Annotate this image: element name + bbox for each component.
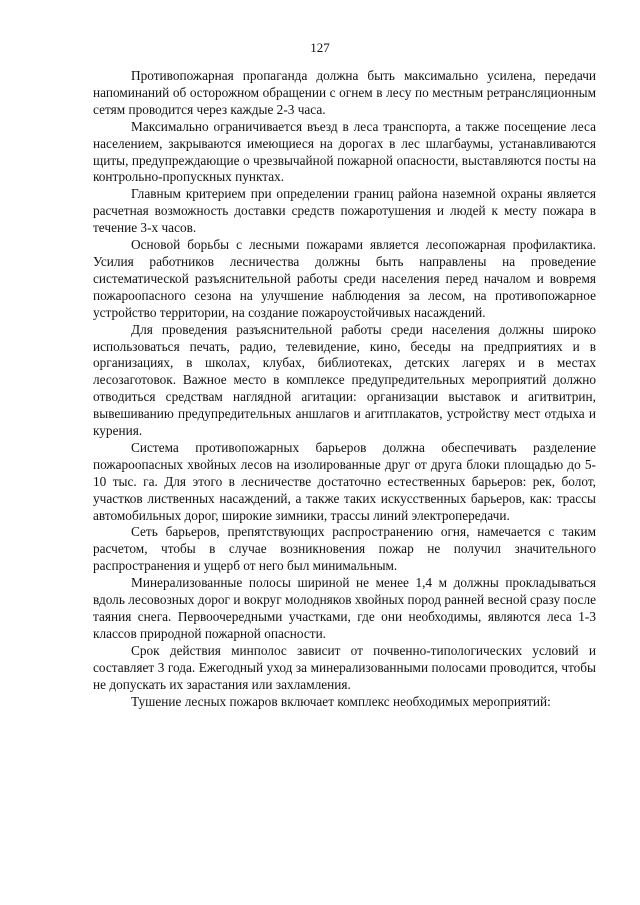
paragraph-firefighting-measures: Тушение лесных пожаров включает комплекс необходимых мероприятий: [131,693,551,709]
paragraph-barrier-network: Сеть барьеров, препятствующих распространению огня, намечается с таким расчетом, чтобы в случае возникновения пожар не получил значительного распространения и ущерб от него был минимальным. [93,524,596,574]
paragraph-access-restriction: Максимально ограничивается въезд в леса транспорта, а также посещение леса населением, закрываются имеющиеся на дорогах в лес шлагбаумы, устанавливаются щиты, предупреждающие о чрезвычайной пожарной опасности, выставляются посты на контрольно-пропускных пунктах. [93,118,596,185]
paragraph-propaganda: Противопожарная пропаганда должна быть максимально усилена, передачи напоминаний об осторожном обращении с огнем в лесу по местным ретрансляционным сетям проводится через каждые 2-3 часа. [93,68,596,117]
paragraph-strip-maintenance: Срок действия минполос зависит от почвенно-типологических условий и составляет 3 года. Ежегодный уход за минерализованными полосами проводится, чтобы не допускать их зарастания или захламления. [93,642,596,692]
paragraph-fire-barriers: Система противопожарных барьеров должна обеспечивать разделение пожароопасных хвойных лесов на изолированные друг от друга блоки площадью до 5-10 тыс. га. Для этого в лесничестве достаточно естественных барьеров: рек, болот, участков лиственных насаждений, а также таких искусственных барьеров, как: трассы автомобильных дорог, широкие зимники, трассы линий электропередачи. [93,439,596,523]
paragraph-mineralized-strips: Минерализованные полосы шириной не менее 1,4 м должны прокладываться вдоль лесовозных дорог и вокруг молодняков хвойных пород ранней весной сразу после таяния снега. Первоочередными участками, где они необходимы, являются леса 1-3 классов природной пожарной опасности. [93,575,596,641]
paragraph-outreach-work: Для проведения разъяснительной работы среди населения должны широко использоваться печать, радио, телевидение, кино, беседы на предприятиях и в организациях, в школах, клубах, библиотеках, детских лагерях и в местах лесозаготовок. Важное место в комплексе предупредительных мероприятий должно отводиться средствам наглядной агитации: организации выставок и агитвитрин, вывешиванию предупредительных аншлагов и агитплакатов, устройству мест отдыха и курения. [93,321,596,439]
paragraph-ground-protection-criterion: Главным критерием при определении границ района наземной охраны является расчетная возможность доставки средств пожаротушения и людей к месту пожара в течение 3-х часов. [93,186,596,236]
body-text [93,68,596,710]
page-number: 127 [310,40,330,55]
paragraph-fire-prevention: Основой борьбы с лесными пожарами является лесопожарная профилактика. Усилия работников лесничества должны быть направлены на проведение систематической разъяснительной работы среди населения перед началом и вовремя пожароопасного сезона на улучшение наблюдения за лесом, на противопожарное устройство территории, на создание пожароустойчивых насаждений. [93,237,596,320]
